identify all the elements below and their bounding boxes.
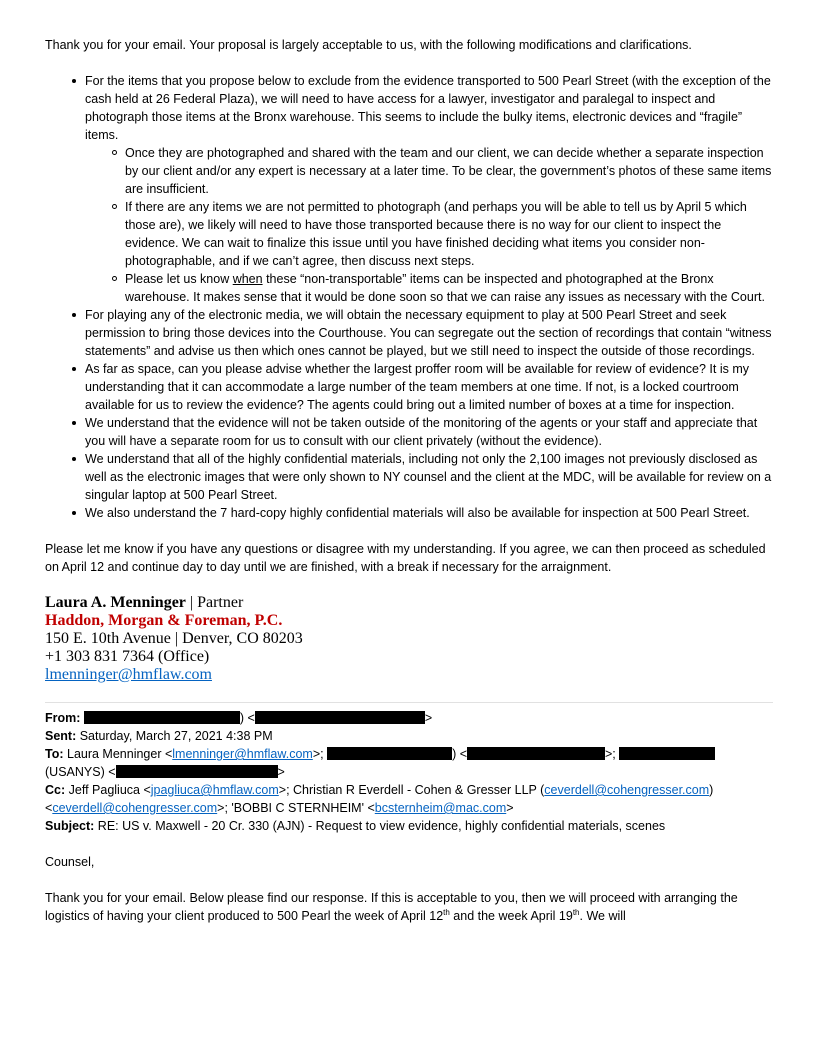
from-label: From: bbox=[45, 711, 81, 725]
subject-label: Subject: bbox=[45, 819, 95, 833]
cc-open: < bbox=[45, 801, 53, 815]
list-item: We understand that all of the highly confidential materials, including not only the 2,100 images not previously disclosed as well as the electronic images that were only shown to NY counsel and the client at the MDC, will be available for review on a singular laptop at 500 Pearl Street. bbox=[45, 450, 773, 504]
sub-item-text-post: these “non-transportable” items can be inspected and photographed at the Bronx warehouse. It makes sense that it would be done soon so that we can raise any issues as necessary with the Court. bbox=[125, 272, 765, 304]
cc-email-link[interactable]: ceverdell@cohengresser.com bbox=[52, 801, 218, 815]
cc-line-2 bbox=[45, 799, 773, 817]
redaction-block bbox=[467, 747, 605, 760]
to-line-2 bbox=[45, 763, 773, 781]
to-line bbox=[45, 745, 773, 763]
sent-value: Saturday, March 27, 2021 4:38 PM bbox=[76, 729, 273, 743]
signature-title: | Partner bbox=[185, 594, 244, 611]
signature-email-link[interactable]: lmenninger@hmflaw.com bbox=[45, 666, 212, 683]
sub-bullet-list bbox=[85, 144, 773, 306]
list-item: We also understand the 7 hard-copy highly confidential materials will also be available for inspection at 500 Pearl Street. bbox=[45, 504, 773, 522]
sent-label: Sent: bbox=[45, 729, 77, 743]
closing-paragraph: Please let me know if you have any questions or disagree with my understanding. If you agree, we can then proceed as scheduled on April 12 and continue day to day until we are finished, with a break if necessary for the arraignment. bbox=[45, 542, 766, 574]
cc-end: > bbox=[506, 801, 514, 815]
bullet-list bbox=[45, 72, 773, 522]
sub-list-item bbox=[85, 270, 773, 306]
cc-email-link[interactable]: ceverdell@cohengresser.com bbox=[544, 783, 710, 797]
sub-list-item: If there are any items we are not permitted to photograph (and perhaps you will be able to tell us by April 5 which those are), we likely will need to have those transported because there is no way for our client to inspect the evidence. We can wait to finalize this issue until you have finished deciding what items you consider non-photographable, and if we can’t agree, then discuss next steps. bbox=[85, 198, 773, 270]
redaction-block bbox=[255, 711, 425, 724]
subject-line bbox=[45, 817, 773, 835]
to-sep: >; bbox=[605, 747, 620, 761]
signature-name: Laura A. Menninger bbox=[45, 594, 186, 611]
cc-label: Cc: bbox=[45, 783, 66, 797]
signature-firm: Haddon, Morgan & Foreman, P.C. bbox=[45, 612, 283, 629]
reply-text: Thank you for your email. Below please find our response. If this is acceptable to you, then we will proceed with arranging the logistics of having your client produced to 500 Pearl the week of April 12 bbox=[45, 891, 738, 923]
email-document bbox=[45, 36, 773, 925]
cc-line bbox=[45, 781, 773, 799]
sent-line bbox=[45, 727, 773, 745]
from-end: > bbox=[424, 711, 433, 725]
bullet-text: For the items that you propose below to exclude from the evidence transported to 500 Pearl Street (with the exception of the cash held at 26 Federal Plaza), we will need to have access for a lawyer, investigator and paralegal to inspect and photograph those items at the Bronx warehouse. This seems to include the bulky items, electronic devices and “fragile” items. bbox=[85, 74, 771, 142]
to-mid: ) < bbox=[452, 747, 467, 761]
cc-email-link[interactable]: jpagliuca@hmflaw.com bbox=[150, 783, 279, 797]
superscript-th: th bbox=[572, 908, 580, 917]
cc-name: Jeff Pagliuca < bbox=[65, 783, 151, 797]
signature-name-line bbox=[45, 594, 773, 612]
to-line2-pre: (USANYS) < bbox=[45, 765, 116, 779]
redaction-block bbox=[327, 747, 452, 760]
from-mid: ) < bbox=[239, 711, 255, 725]
greeting: Counsel, bbox=[45, 855, 95, 869]
from-line bbox=[45, 709, 773, 727]
reply-paragraph bbox=[45, 889, 773, 925]
list-item: We understand that the evidence will not be taken outside of the monitoring of the agents or your staff and appreciate that you will have a separate room for us to consult with our client privately (without the evidence). bbox=[45, 414, 773, 450]
cc-name: >; 'BOBBI C STERNHEIM' < bbox=[217, 801, 375, 815]
list-item: As far as space, can you please advise whether the largest proffer room will be available for review of evidence? It is my understanding that it can accommodate a large number of the team members at one time. If not, is a locked courtroom available for us to review the evidence? The agents could bring out a limited number of boxes at a time for inspection. bbox=[45, 360, 773, 414]
to-name: Laura Menninger < bbox=[63, 747, 173, 761]
superscript-th: th bbox=[443, 908, 450, 917]
underlined-when: when bbox=[232, 272, 263, 286]
sub-list-item: Once they are photographed and shared with the team and our client, we can decide whether a separate inspection by our client and/or any expert is necessary at a later time. To be clear, the government’s photos of these same items are insufficient. bbox=[85, 144, 773, 198]
cc-close: ) bbox=[709, 783, 714, 797]
redaction-block bbox=[84, 711, 240, 724]
signature-address: 150 E. 10th Avenue | Denver, CO 80203 bbox=[45, 630, 303, 647]
to-line2-end: > bbox=[277, 765, 285, 779]
email-signature bbox=[45, 594, 773, 684]
cc-email-link[interactable]: bcsternheim@mac.com bbox=[374, 801, 507, 815]
reply-text: . We will bbox=[579, 909, 626, 923]
sub-item-text-pre: Please let us know bbox=[125, 272, 233, 286]
list-item bbox=[45, 72, 773, 306]
list-item: For playing any of the electronic media, we will obtain the necessary equipment to play at 500 Pearl Street and seek permission to bring those devices into the Courthouse. You can segregate out the section of recordings that contain “witness statements” and advise us then which ones cannot be played, but we still need to inspect the outside of those recordings. bbox=[45, 306, 773, 360]
cc-name: >; Christian R Everdell - Cohen & Gresser LLP ( bbox=[278, 783, 545, 797]
signature-phone: +1 303 831 7364 (Office) bbox=[45, 648, 210, 665]
intro-paragraph: Thank you for your email. Your proposal is largely acceptable to us, with the following modifications and clarifications. bbox=[45, 38, 692, 52]
header-divider bbox=[45, 702, 773, 703]
to-label: To: bbox=[45, 747, 64, 761]
redaction-block bbox=[619, 747, 715, 760]
subject-value: RE: US v. Maxwell - 20 Cr. 330 (AJN) - Request to view evidence, highly confidential materials, scenes bbox=[94, 819, 666, 833]
reply-text: and the week April 19 bbox=[449, 909, 573, 923]
forwarded-header bbox=[45, 709, 773, 835]
redaction-block bbox=[116, 765, 278, 778]
to-email-link[interactable]: lmenninger@hmflaw.com bbox=[172, 747, 313, 761]
to-sep: >; bbox=[312, 747, 328, 761]
